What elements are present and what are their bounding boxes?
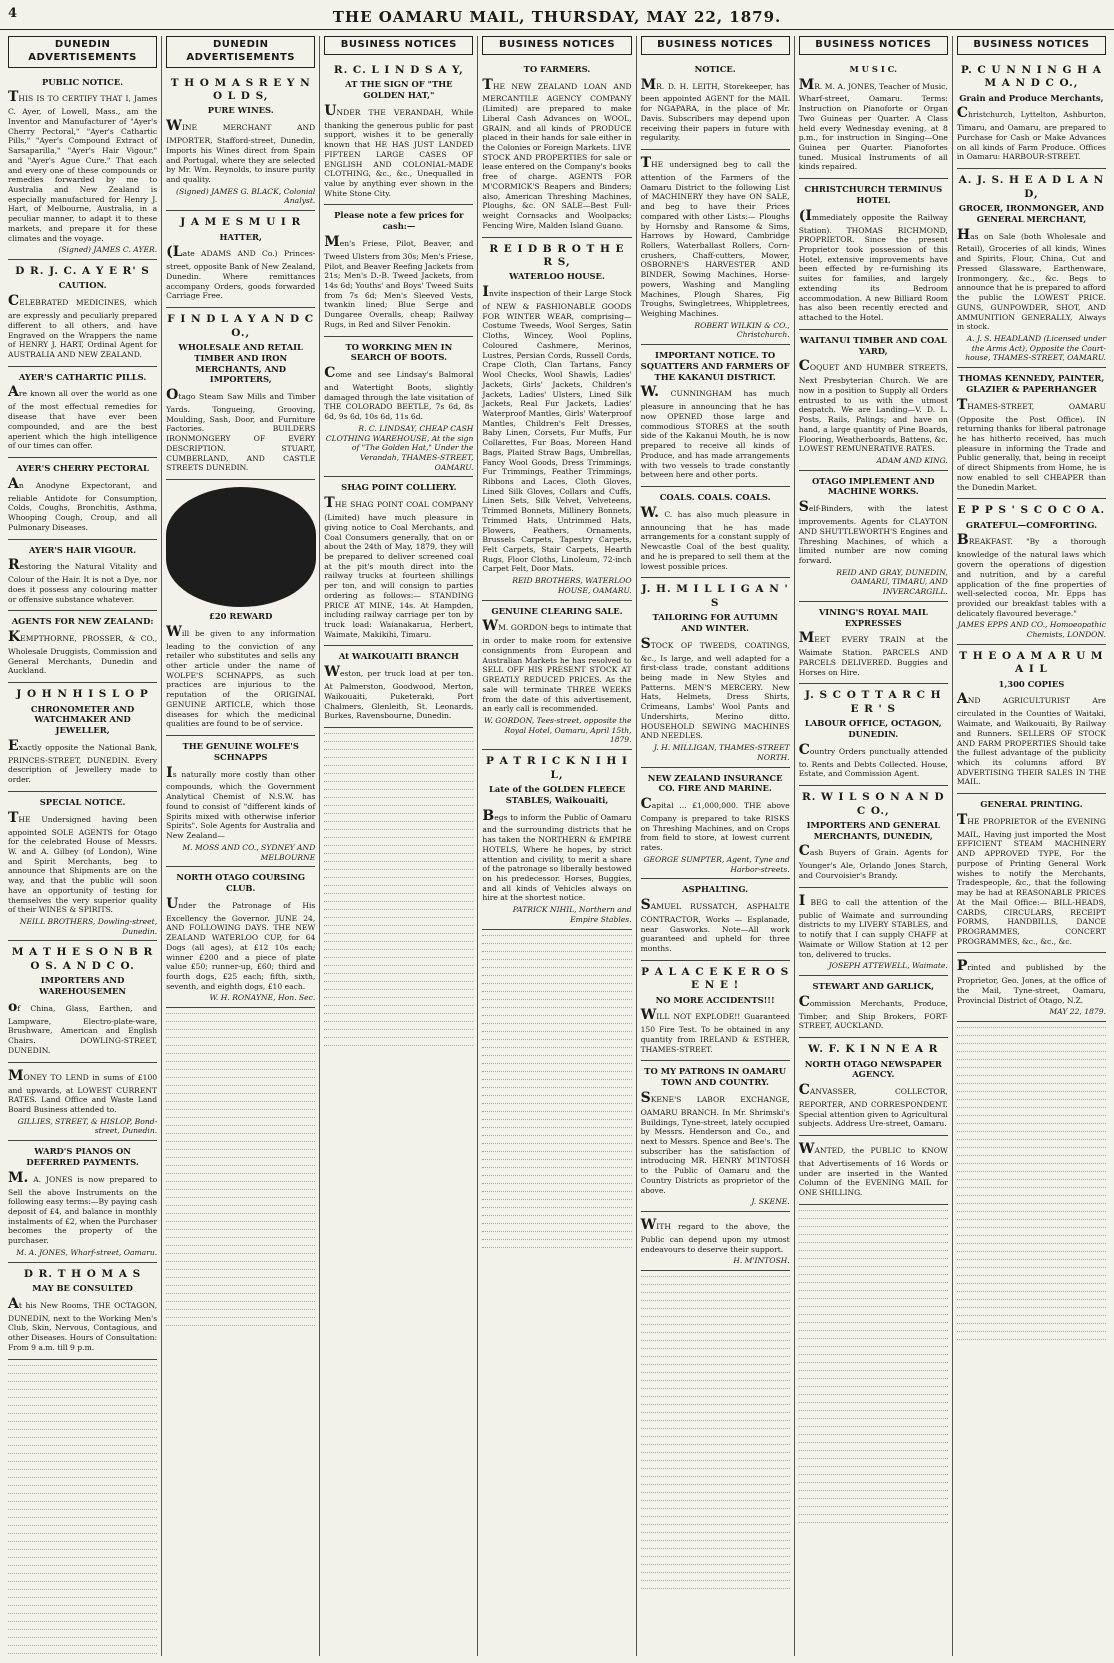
ad-signature: PATRICK NIHIL, Northern and Empire Stables. <box>512 905 632 924</box>
ad-body: BREAKFAST. "By a thorough knowledge of the natural laws which govern the operations of digestion and nutrition, and by a careful application of the fine properties of well-selected cocoa, Mr. Epps has provided our breakfast tables with a delicately flavoured beverage." <box>956 532 1106 618</box>
ad-title: AYER'S CATHARTIC PILLS. <box>18 371 147 382</box>
ad-name: J. H. M I L L I G A N ' S <box>641 583 789 609</box>
ad-signature: (Signed) JAMES G. BLACK, Colonial Analyst. <box>176 186 316 206</box>
ad-body: I BEG to call the attention of the public of Waimate and surrounding districts to my LIVERY STABLES, and to notify that I can supply CHAFF at Waimate or Willow Station at 12 per ton, delivered to trucks. <box>798 892 948 959</box>
advertisement <box>641 1061 790 1212</box>
ad-body: W. CUNNINGHAM has much pleasure in announcing that he has now OPENED those large and commodious STORES at the south side of the Kakanui Mouth, he is now prepared to receive all kinds of Produce, and has made arrangements with two vessels to trade constantly between here and other ports. <box>640 384 790 480</box>
ad-signature: REID AND GRAY, DUNEDIN, OAMARU, TIMARU, AND INVERCARGILL. <box>836 567 948 597</box>
column-heading: BUSINESS NOTICES <box>482 36 631 55</box>
ad-body: An Anodyne Expectorant, and reliable Antidote for Consumption, Colds, Coughs, Bronchitis, Asthma, Whooping Cough, Croup, and all Pulmonary Diseases. <box>8 475 158 532</box>
column-filler <box>957 1027 1106 1342</box>
ad-body: Will be given to any information leading to the conviction of any retailer who substitutes and sells any other article under the name of WOLFE'S SCHNAPPS, as such practices are injurious to the reputation of the ORIGINAL GENUINE ARTICLE, which those diseases for which the medicinal qualities are found to be of service. <box>166 623 316 729</box>
ad-title: AYER'S CHERRY PECTORAL <box>16 462 149 473</box>
ad-title: SHAG POINT COLLIERY. <box>341 482 457 493</box>
column-3 <box>320 36 478 1656</box>
advertisement <box>799 976 948 1038</box>
ad-signature: MAY 22, 1879. <box>1049 1007 1106 1017</box>
page-number: 4 <box>8 6 18 21</box>
ad-body: (Immediately opposite the Railway Station). THOMAS RICHMOND, PROPRIETOR. Since the present Proprietor took possession of this Hotel, extensive improvements have been effected by re-furnishing its suites for families, and largely extending its Bedroom accommodation. A new Billiard Room has also been recently erected and attached to the Hotel. <box>798 207 948 323</box>
ad-body: At his New Rooms, THE OCTAGON, DUNEDIN, next to the Working Men's Club, Skin, Nervous, Contagious, and other Diseases. Hours of Consultation: From 9 a.m. till 9 p.m. <box>8 1295 158 1352</box>
ad-title: GRATEFUL—COMFORTING. <box>965 519 1097 530</box>
column-1 <box>4 36 162 1656</box>
advertisement <box>641 1212 790 1271</box>
ad-body: Restoring the Natural Vitality and Colour of the Hair. It is not a Dye, nor does it possess any colouring matter or offensive substance whatever. <box>8 557 158 604</box>
advertisement <box>166 480 315 736</box>
ad-signature: REID BROTHERS, WATERLOO HOUSE, OAMARU. <box>512 576 632 595</box>
ad-title: TO MY PATRONS IN OAMARU TOWN AND COUNTRY. <box>644 1066 787 1088</box>
advertisement <box>8 72 157 260</box>
column-filler <box>324 733 473 1048</box>
ad-body: Printed and published by the Proprietor, Geo. Jones, at the office of the Mail, Tyne-street, Oamaru, Provincial District of Otago, N.Z. <box>956 958 1106 1005</box>
advertisement <box>641 879 790 961</box>
ad-body: Otago Steam Saw Mills and Timber Yards. Tongueing, Grooving, Moulding, Sash, Door, and Furniture Factories. BUILDERS IRONMONGERY OF EVERY DESCRIPTION. STUART, CUMBERLAND, AND CASTLE STREETS DUNEDIN. <box>166 387 316 473</box>
ad-name: J A M E S M U I R <box>180 216 302 229</box>
ad-signature: ADAM AND KING. <box>876 455 948 465</box>
ad-body: Begs to inform the Public of Oamaru and the surrounding districts that he has taken the NORTHERN & EMPIRE HOTELS, Where he hopes, by strict attention and civility, to merit a share of the patronage so liberally bestowed on his predecessor. Horses, Buggies, and all kinds of Vehicles always on hire at the shortest notice. <box>482 807 632 903</box>
ad-body: KEMPTHORNE, PROSSER, & CO., Wholesale Druggists, Commission and General Merchants, Dunedin and Auckland. <box>8 629 158 676</box>
ad-body: STOCK OF TWEEDS, COATINGS, &c., Is large, and well adapted for a first-class trade, constant additions being made in New Styles and Patterns. MEN'S MERCERY. New Hats, Helmets, Dress Shirts, Crimeans, Lambs' Wool Pants and Undershirts, Merino ditto. HOUSEHOLD SEWING MACHINES AND NEEDLES. <box>640 635 790 741</box>
ad-body: M. A. JONES is now prepared to Sell the above Instruments on the following easy terms:—By paying cash deposit of £4, and balance in monthly instalments of £2, when the Purchaser becomes the property of the purchaser. <box>8 1169 158 1246</box>
ad-title: PUBLIC NOTICE. <box>42 76 124 87</box>
ad-name: T H E O A M A R U M A I L <box>959 649 1104 676</box>
ad-body: MR. D. H. LEITH, Storekeeper, has been appointed AGENT for the MAIL for NGAPARA, in the place of Mr. Davis. Subscribers may depend upon receiving their papers in future with regularity. <box>640 76 790 143</box>
ad-signature: M. A. JONES, Wharf-street, Oamaru. <box>16 1247 158 1257</box>
ad-body: THE SHAG POINT COAL COMPANY (Limited) have much pleasure in giving notice to Coal Merchants, and Coal Consumers generally, that on or about the 24th of May, 1879, they will be prepared to deliver screened coal at the pit's mouth direct into the railway trucks at fourteen shillings per ton, and will consign to parties ordering as follows:— STANDING PRICE AT MINE, 14s. At Hampden, including railway carriage per ton by truck load: Waianakarua, Herbert, Waimate, Makikihi, Timaru. <box>324 495 474 639</box>
ad-title: VINING'S ROYAL MAIL EXPRESSES <box>818 606 928 628</box>
ad-signature: NEILL BROTHERS, Dowling-street, Dunedin. <box>19 917 158 936</box>
ad-body: THE undersigned beg to call the attention of the Farmers of the Oamaru District to the following List of MACHINERY they have ON SALE, and beg to have their Prices compared with other Lists:— Ploughs by Hornsby and Ransome & Sims, Harrows by Howard, Cambridge Rollers, Waterballast Rollers, Corn-crushers, Chaff-cutters, Mower, OSBORNE'S HARVESTER AND BINDER, Sowing Machines, Horse-powers, Washing and Mangling Machines, Plough Shares, Fig Troughs, Swingletrees, Whippletrees, Weighing Machines. <box>640 155 790 319</box>
ad-title: AGENTS FOR NEW ZEALAND: <box>11 616 154 627</box>
ad-signature: W. GORDON, Tees-street, opposite the Royal Hotel, Oamaru, April 15th, 1879. <box>483 716 632 745</box>
advertisement <box>166 211 315 308</box>
ad-body: THE Undersigned having been appointed SOLE AGENTS for Otago for the celebrated House of Messrs. W. and A. Gilbey (of London), Wine and Spirit Merchants, beg to announce that Shipments are on the way, and that the public will soon have an opportunity of testing for themselves the very superior quality of their WINES & SPIRITS. <box>8 809 158 915</box>
ad-signature: JOSEPH ATTEWELL, Waimate. <box>828 961 948 971</box>
ad-body: Invite inspection of their Large Stock of NEW & FASHIONABLE GOODS FOR WINTER WEAR, comprising— Costume Tweeds, Wool Serges, Satin Cloths, Wincey, Wool Poplins, Coloured Cashmere, Merinos, Lustres, Persian Cords, Russell Cords, Crape Cloth, Clan Tartans, Fancy Wool Checks, Wool Shawls, Ladies' Jackets, Girls' Jackets, Children's Jackets, Ladies' Ulsters, Lined Silk Jackets, Real Fur Jackets, Ladies' Waterproof Mantles, Girls' Waterproof Mantles, Children's Felt Dresses, Baby Linen, Corsets, Fur Muffs, Fur Collarettes, Fur Boas, Moreen Hand Bags, Plaited Straw Bags, Umbrellas, Fancy Wool Goods, Dress Trimmings, Fur Trimmings, Feather Trimmings, Ribbons and Laces, Cloth Gloves, Lined Silk Gloves, Collars and Cuffs, Linen Sets, Silk Velvet, Velveteens, Trimmed Bonnets, Millinery Bonnets, Trimmed Hats, Untrimmed Hats, Flowers, Feathers, Ornaments, Brussels Carpets, Tapestry Carpets, Felt Carpets, Stair Carpets, Hearth Rugs, Floor Cloths, Linoleum, 72-inch Carpet Felt, Door Mats. <box>482 284 632 574</box>
ad-title: THE GENUINE WOLFE'S SCHNAPPS <box>182 741 299 762</box>
ad-body: THAMES-STREET, OAMARU (Opposite the Post Office). IN returning thanks for liberal patronage he has hitherto received, has much pleasure in informing the Trade and Public generally, that, being in receipt of direct Shipments from Home, he is now enabled to sell CHEAPER than the Dunedin Market. <box>956 396 1106 492</box>
ad-body: Cash Buyers of Grain. Agents for Younger's Ale, Orlando Jones Starch, and Courvoisier's Brandy. <box>798 843 948 881</box>
ad-body: UNDER THE VERANDAH, While thanking the generous public for past support, wishes it to be generally known that HE HAS JUST LANDED FIFTEEN LARGE CASES OF ENGLISH AND COLONIAL-MADE CLOTHING, &c., &c., Unequalled in value by anything ever shown in the White Stone City. <box>324 102 474 198</box>
ad-signature: ROBERT WILKIN & CO., Christchurch. <box>694 320 790 340</box>
ad-title: CAUTION. <box>58 280 107 291</box>
ad-body: MEET EVERY TRAIN at the Waimate Station. PARCELS AND PARCELS DELIVERED. Buggies and Horses on Hire. <box>798 630 948 677</box>
advertisement <box>8 260 157 367</box>
wolfes-schnapps-logo <box>166 487 316 607</box>
advertisement <box>482 601 631 751</box>
ad-title: WATERLOO HOUSE. <box>509 271 605 282</box>
ad-name: J O H N H I S L O P <box>16 688 149 701</box>
ad-title: COALS. COALS. COALS. <box>659 492 771 503</box>
ad-body: COQUET AND HUMBER STREETS, Next Presbyterian Church. We are now in a position to Supply all Orders entrusted to us with the utmost despatch. We are Landing—V. D. L. Posts, Rails, Palings; and have on hand, a large quantity of Pine Boards, Flooring, Weatherboards, Battens, &c. LOWEST REMUNERATIVE RATES. <box>798 358 948 454</box>
advertisement <box>641 961 790 1062</box>
advertisement <box>8 1063 157 1142</box>
newspaper-columns <box>4 36 1110 1656</box>
advertisement <box>799 888 948 976</box>
advertisement <box>482 59 631 238</box>
advertisement <box>799 684 948 786</box>
advertisement <box>482 750 631 929</box>
ad-body: MONEY TO LEND in sums of £100 and upwards, at LOWEST CURRENT RATES. Land Office and Waste Land Board Business attended to. <box>8 1067 158 1114</box>
ad-title: NEW ZEALAND INSURANCE CO. FIRE AND MARINE. <box>647 772 783 794</box>
ad-body: SKENE'S LABOR EXCHANGE, OAMARU BRANCH. In Mr. Shrimski's Buildings, Tyne-street, lately occupied by Messrs. Henderson and Co., and next to Messrs. Spence and Bee's. The subscriber has the satisfaction of introducing MR. HENRY M'INTOSH to the Public of Oamaru and the Country Districts as proprietor of the above. <box>640 1089 790 1195</box>
ad-body: THE NEW ZEALAND LOAN AND MERCANTILE AGENCY COMPANY (Limited) are prepared to make Liberal Cash Advances on WOOL, GRAIN, and all kinds of PRODUCE placed in their hands for sale either in the Colonies or Foreign Markets. LIVE STOCK AND PROPERTIES for sale or lease entered on the Company's books free of charge. AGENTS FOR M'CORMICK'S Reapers and Binders; also, American Threshing Machines, Ploughs, &c. ON SALE—Best Full-weight Cornsacks and Woolpacks; Fencing Wire, Malden Island Guano. <box>482 76 632 230</box>
ad-body: Are known all over the world as one of the most effectual remedies for disease that have ever been compounded, and are the best aperient which the high intelligence of our times can offer. <box>8 384 158 451</box>
advertisement <box>641 768 790 880</box>
ad-title: WHOLESALE AND RETAIL TIMBER AND IRON MERCHANTS, AND IMPORTERS, <box>178 342 303 385</box>
ad-body: SAMUEL RUSSATCH, ASPHALTE CONTRACTOR, Works — Esplanade, near Gasworks. Note—All work guaranteed and upheld for three months. <box>640 896 790 954</box>
ad-body: Is naturally more costly than other compounds, which the Government Analytical Chemist of N.S.W. has found to consist of "different kinds of Spirits mixed with otherwise inferior Spirits". Sole Agents for Australia and New Zealand— <box>166 764 316 841</box>
column-filler <box>166 1013 315 1328</box>
advertisement <box>641 150 790 345</box>
advertisement <box>324 646 473 728</box>
advertisement <box>957 794 1106 953</box>
advertisement <box>799 471 948 602</box>
ad-name: D R. J. C. A Y E R' S <box>15 265 150 278</box>
ad-body: WANTED, the PUBLIC to KNOW that Advertisements of 16 Words or under are inserted in the Wanted Column of the EVENING MAIL for ONE SHILLING. <box>798 1141 948 1198</box>
ad-title: AYER'S HAIR VIGOUR. <box>28 544 137 555</box>
column-heading: BUSINESS NOTICES <box>799 36 948 55</box>
ad-signature: GILLIES, STREET, & HISLOP, Bond-street, Dunedin. <box>17 1116 158 1136</box>
ad-body: Exactly opposite the National Bank, PRINCES-STREET, DUNEDIN. Every description of Jewellery made to order. <box>8 737 158 785</box>
ad-title: M U S I C. <box>849 63 898 74</box>
ad-title: GENUINE CLEARING SALE. <box>491 605 623 616</box>
ad-body: MR. M. A. JONES, Teacher of Music, Wharf-street, Oamaru. Terms: Instruction on Pianoforte or Organ Two Guineas per Quarter. A Class held every Wednesday evening, at 8 p.m., for instruction in Singing—One Guinea per Quarter. Pianofortes tuned. Musical Instruments of all kinds repaired. <box>798 76 948 172</box>
column-4 <box>478 36 636 1656</box>
ad-name: M A T H E S O N B R O S. A N D C O. <box>11 946 154 972</box>
ad-body: Country Orders punctually attended to. Rents and Debts Collected. House, Estate, and Commission Agent. <box>798 741 948 779</box>
ad-title: IMPORTERS AND WAREHOUSEMEN <box>39 975 127 997</box>
ad-title: ASPHALTING. <box>682 884 749 895</box>
ad-title: LABOUR OFFICE, OCTAGON, DUNEDIN. <box>804 718 942 740</box>
column-heading: DUNEDIN ADVERTISEMENTS <box>8 36 157 68</box>
advertisement <box>641 59 790 150</box>
ad-body: THIS IS TO CERTIFY THAT I, James C. Ayer, of Lowell, Mass., am the Inventor and Manufacturer of "Ayer's Cherry Pectoral," "Ayer's Cathartic Pills," "Ayer's Compound Extract of Sarsaparilla," "Ayer's Hair Vigour," and "Ayer's Ague Cure." That each and every one of these compounds or remedies forwarded by me to Australia and New Zealand is especially manufactured for Henry J. Hart, of Melbourne, Australia, in a peculiar manner, to adapt it to these markets, and prepare it for these climates and the voyage. <box>8 89 158 243</box>
advertisement <box>166 308 315 480</box>
ad-title: At WAIKOUAITI BRANCH <box>338 651 459 662</box>
advertisement <box>799 1136 948 1205</box>
advertisement <box>8 540 157 612</box>
advertisement <box>8 683 157 792</box>
ad-body: WINE MERCHANT AND IMPORTER, Stafford-street, Dunedin, Imports his Wines direct from Spain and Portugal, where they are selected by Mr. Wm. Reynolds, to insure purity and quality. <box>166 118 316 184</box>
column-filler <box>482 935 631 1250</box>
ad-signature: R. C. LINDSAY, CHEAP CASH CLOTHING WAREHOUSE, At the sign of "The Golden Hat," Under the Verandah, THAMES-STREET, OAMARU. <box>325 423 474 472</box>
ad-title: GROCER, IRONMONGER, AND GENERAL MERCHANT, <box>958 203 1104 224</box>
ad-title: Grain and Produce Merchants, <box>959 92 1104 103</box>
advertisement <box>799 330 948 471</box>
advertisement <box>8 1141 157 1262</box>
ad-body: Men's Friese, Pilot, Beaver, and Tweed Ulsters from 30s; Men's Friese, Pilot, and Beaver Reefing Jackets from 21s; Men's D.-B. Tweed Jackets, from 14s 6d; Youths' and Boys' Tweed Suits from 7s 6d; Men's Sleeved Vests, twankin lined; Blue Serge and Dungaree Overalls, cheap; Railway Rugs, in Red and Silver Fenokin. <box>324 233 474 329</box>
advertisement <box>324 205 473 336</box>
ad-title: PURE WINES. <box>207 105 274 116</box>
ad-title: HATTER, <box>219 231 262 242</box>
ad-body: Under the Patronage of His Excellency the Governor. JUNE 24, AND FOLLOWING DAYS. THE NEW ZEALAND WATERLOO CUP, for 64 Dogs (all ages), at £12 10s each; winner £200 and a piece of plate value £50; runner-up, £60; third and fourth dogs, £25 each; fifth, sixth, seventh, and eighth dogs, £10 each. <box>166 895 316 991</box>
ad-name: E P P S ' S C O C O A. <box>957 504 1106 517</box>
advertisement <box>8 792 157 942</box>
ad-title: WAITANUI TIMBER AND COAL YARD, <box>799 334 947 356</box>
ad-signature: W. H. RONAYNE, Hon. Sec. <box>209 993 316 1003</box>
masthead-title: THE OAMARU MAIL, THURSDAY, MAY 22, 1879. <box>332 8 782 26</box>
ad-title: NOTICE. <box>694 63 736 74</box>
advertisement <box>641 345 790 487</box>
ad-title: SPECIAL NOTICE. <box>39 796 126 807</box>
ad-name: D R. T H O M A S <box>23 1267 142 1280</box>
ad-name: R E I D B R O T H E R S, <box>489 242 625 268</box>
ad-title: NORTH OTAGO COURSING CLUB. <box>176 872 306 893</box>
column-7 <box>953 36 1110 1656</box>
column-6 <box>795 36 953 1656</box>
column-heading: DUNEDIN ADVERTISEMENTS <box>166 36 315 68</box>
ad-name: T H O M A S R E Y N O L D S, <box>170 76 311 103</box>
ad-title: NO MORE ACCIDENTS!!! <box>655 994 775 1005</box>
ad-name: W. F. K I N N E A R <box>808 1043 939 1056</box>
ad-signature: M. MOSS AND CO., SYDNEY AND MELBOURNE <box>182 842 316 862</box>
column-filler <box>8 1365 157 1657</box>
column-2 <box>162 36 320 1656</box>
ad-body: Christchurch, Lyttelton, Ashburton, Timaru, and Oamaru, are prepared to Purchase for Cash or Make Advances on all kinds of Farm Produce. Offices in Oamaru: HARBOUR-STREET. <box>956 105 1106 162</box>
ad-body: Weston, per truck load at per ton. At Palmerston, Goodwood, Merton, Waikouaiti, Puketeraki, Port Chalmers, Glenleith, St. Leonards, Burkes, Ravensbourne, Dunedin. <box>324 664 474 721</box>
advertisement <box>482 238 631 601</box>
advertisement <box>8 611 157 683</box>
ad-title: IMPORTANT NOTICE. TO SQUATTERS AND FARMERS OF THE KAKANUI DISTRICT. <box>640 350 790 382</box>
ad-title: Please note a few prices for cash:— <box>334 210 464 232</box>
ad-body: WITH regard to the above, the Public can depend upon my utmost endeavours to deserve their support. <box>640 1217 790 1254</box>
ad-title: NORTH OTAGO NEWSPAPER AGENCY. <box>804 1058 942 1080</box>
masthead <box>0 4 1114 30</box>
ad-body: WM. GORDON begs to intimate that in order to make room for extensive consignments from European and Australian Markets he has resolved to SELL OFF HIS PRESENT STOCK AT GREATLY REDUCED PRICES. As the sale will terminate THREE WEEKS from the date of this advertisement, an early call is recommended. <box>482 618 632 714</box>
column-heading: BUSINESS NOTICES <box>641 36 790 55</box>
advertisement <box>799 602 948 685</box>
ad-body: Capital ... £1,000,000. THE above Company is prepared to take RISKS on Threshing Machines, and on Crops from field to store, at lowest current rates. <box>640 796 790 853</box>
ad-title: CHRISTCHURCH TERMINUS HOTEL <box>804 184 943 205</box>
ad-name: A. J. S. H E A D L A N D, <box>958 174 1105 200</box>
advertisement <box>641 487 790 578</box>
ad-title: OTAGO IMPLEMENT AND MACHINE WORKS. <box>811 475 935 497</box>
advertisement <box>799 1038 948 1136</box>
ad-signature: A. J. S. HEADLAND (Licensed under the Arms Act), Opposite the Court-house, THAMES-STREET, OAMARU. <box>965 333 1106 363</box>
ad-signature: J. SKENE. <box>751 1197 790 1207</box>
ad-body: (Late ADAMS AND Co.) Princes-street, opposite Bank of New Zealand, Dunedin. Where remittances accompany Orders, goods forwarded Carriage Free. <box>166 244 316 301</box>
advertisement <box>799 179 948 330</box>
ad-title: AT THE SIGN OF "THE GOLDEN HAT," <box>345 79 453 100</box>
ad-body: CANVASSER, COLLECTOR, REPORTER, AND CORRESPONDENT. Special attention given to Agricultural subjects. Address Ure-street, Oamaru. <box>798 1082 948 1129</box>
ad-signature: GEORGE SUMPTER, Agent, Tyne and Harbor-streets. <box>643 854 790 874</box>
ad-body: Commission Merchants, Produce, Timber, and Ship Brokers, FORT-STREET, AUCKLAND. <box>798 993 948 1031</box>
ad-name: P A T R I C K N I H I L, <box>486 755 628 781</box>
ad-signature: (Signed) JAMES C. AYER. <box>58 245 158 255</box>
advertisement <box>8 1263 157 1360</box>
ad-title: CHRONOMETER AND WATCHMAKER AND JEWELLER, <box>30 703 135 736</box>
ad-title: STEWART AND GARLICK, <box>812 981 935 992</box>
ad-signature: J. H. MILLIGAN, THAMES-STREET NORTH. <box>653 743 790 762</box>
ad-signature: JAMES EPPS AND CO., Homoeopathic Chemists, LONDON. <box>957 620 1106 640</box>
advertisement <box>324 477 473 646</box>
advertisement <box>799 59 948 179</box>
ad-name: P A L A C E K E R O S E N E ! <box>641 965 790 992</box>
ad-title: TO WORKING MEN IN SEARCH OF BOOTS. <box>345 341 453 363</box>
ad-title: TAILORING FOR AUTUMN AND WINTER. <box>652 612 778 633</box>
column-heading: BUSINESS NOTICES <box>957 36 1106 55</box>
ad-signature: H. M'INTOSH. <box>733 1256 790 1266</box>
ad-name: R. W I L S O N A N D C O., <box>802 791 945 817</box>
column-filler <box>799 1210 948 1525</box>
ad-body: Has on Sale (both Wholesale and Retail), Groceries of all kinds, Wines and Spirits, Flour, China, Cut and Pressed Glassware, Earthenware, Ironmongery, &c., &c. Begs to announce that he is prepared to afford the public the LOWEST PRICE. GUNS, GUNPOWDER, SHOT, AND AMMUNITION GENERALLY, Always in stock. <box>956 226 1106 332</box>
ad-title: THOMAS KENNEDY, PAINTER, GLAZIER & PAPERHANGER <box>958 373 1105 394</box>
ad-title: Late of the GOLDEN FLEECE STABLES, Waikouaiti, <box>489 784 625 805</box>
advertisement <box>324 337 473 478</box>
ad-body: Come and see Lindsay's Balmoral and Watertight Boots, slightly damaged through the late visitation of THE COLORADO BEETLE, 7s 6d, 8s 6d, 9s 6d, 10s 6d, 11s 6d. <box>324 365 474 422</box>
advertisement <box>957 169 1106 368</box>
advertisement <box>957 953 1106 1022</box>
ad-title: MAY BE CONSULTED <box>32 1282 133 1293</box>
advertisement <box>166 867 315 1008</box>
advertisement <box>957 499 1106 645</box>
advertisement <box>957 368 1106 499</box>
column-5 <box>637 36 795 1656</box>
ad-title: GENERAL PRINTING. <box>980 799 1083 810</box>
ad-title: IMPORTERS AND GENERAL MERCHANTS, DUNEDIN, <box>806 819 940 841</box>
advertisement <box>641 578 790 767</box>
column-heading: BUSINESS NOTICES <box>324 36 473 55</box>
ad-title: WARD'S PIANOS ON DEFERRED PAYMENTS. <box>26 1146 139 1167</box>
ad-name: R. C. L I N D S A Y, <box>333 63 464 76</box>
ad-body: Self-Binders, with the latest improvements. Agents for CLAYTON AND SHUTTLEWORTH'S Engines and Threshing Machines, of which a limited number are now coming forward. <box>798 499 948 565</box>
ad-body: CELEBRATED MEDICINES, which are expressly and peculiarly prepared different to all others, and have Engraved on the Wrappers the name of HENRY J. HART, Ordinal Agent for AUSTRALIA AND NEW ZEALAND. <box>8 293 158 359</box>
ad-name: J. S C O T T A R C H E R ' S <box>804 689 942 715</box>
ad-name: F I N D L A Y A N D C O., <box>167 313 315 339</box>
ad-body: WILL NOT EXPLODE!! Guaranteed 150 Fire Test. To be obtained in any quantity from IRELAND & ESTHER, THAMES-STREET. <box>640 1007 790 1054</box>
ad-title: TO FARMERS. <box>523 63 591 74</box>
ad-body: W. C. has also much pleasure in announcing that he has made arrangements for a constant supply of Newcastle Coal of the best quality, and he is prepared to sell them at the lowest possible prices. <box>640 504 790 571</box>
advertisement <box>166 736 315 867</box>
ad-body: of China, Glass, Earthen, and Lampware, Electro-plate-ware, Brushware, American and English Chairs. DOWLING-STREET, DUNEDIN. <box>8 998 158 1055</box>
ad-title: £20 REWARD <box>209 610 273 621</box>
advertisement <box>8 367 157 458</box>
ad-body: THE PROPRIETOR of the EVENING MAIL, Having just imported the Most EFFICIENT STEAM MACHINERY AND APPROVED TYPE, For the purpose of Printing General Work wishes to notify the Merchants, Tradespeople, &c., that the following may be had at REASONABLE PRICES At the Mail Office:— BILL-HEADS, CARDS, CIRCULARS, RECEIPT FORMS, HANDBILLS, DANCE PROGRAMMES, CONCERT PROGRAMMES, &c., &c., &c. <box>956 811 1106 946</box>
advertisement <box>8 458 157 540</box>
column-filler <box>641 1276 790 1591</box>
ad-body: AND AGRICULTURIST Are circulated in the Counties of Waitaki, Waimate, and Waikouaiti, By Railway and Runners. SELLERS OF STOCK AND FARM PROPERTIES Should take the fullest advantage of the publicity which its columns afford BY ADVERTISING THEIR SALES IN THE MAIL. <box>956 691 1106 787</box>
advertisement <box>166 72 315 212</box>
ad-name: P. C U N N I N G H A M A N D C O., <box>960 63 1102 90</box>
advertisement <box>957 645 1106 794</box>
advertisement <box>957 59 1106 169</box>
advertisement <box>799 786 948 888</box>
ad-title: 1,300 COPIES <box>998 678 1065 689</box>
advertisement <box>324 59 473 206</box>
advertisement <box>8 941 157 1062</box>
